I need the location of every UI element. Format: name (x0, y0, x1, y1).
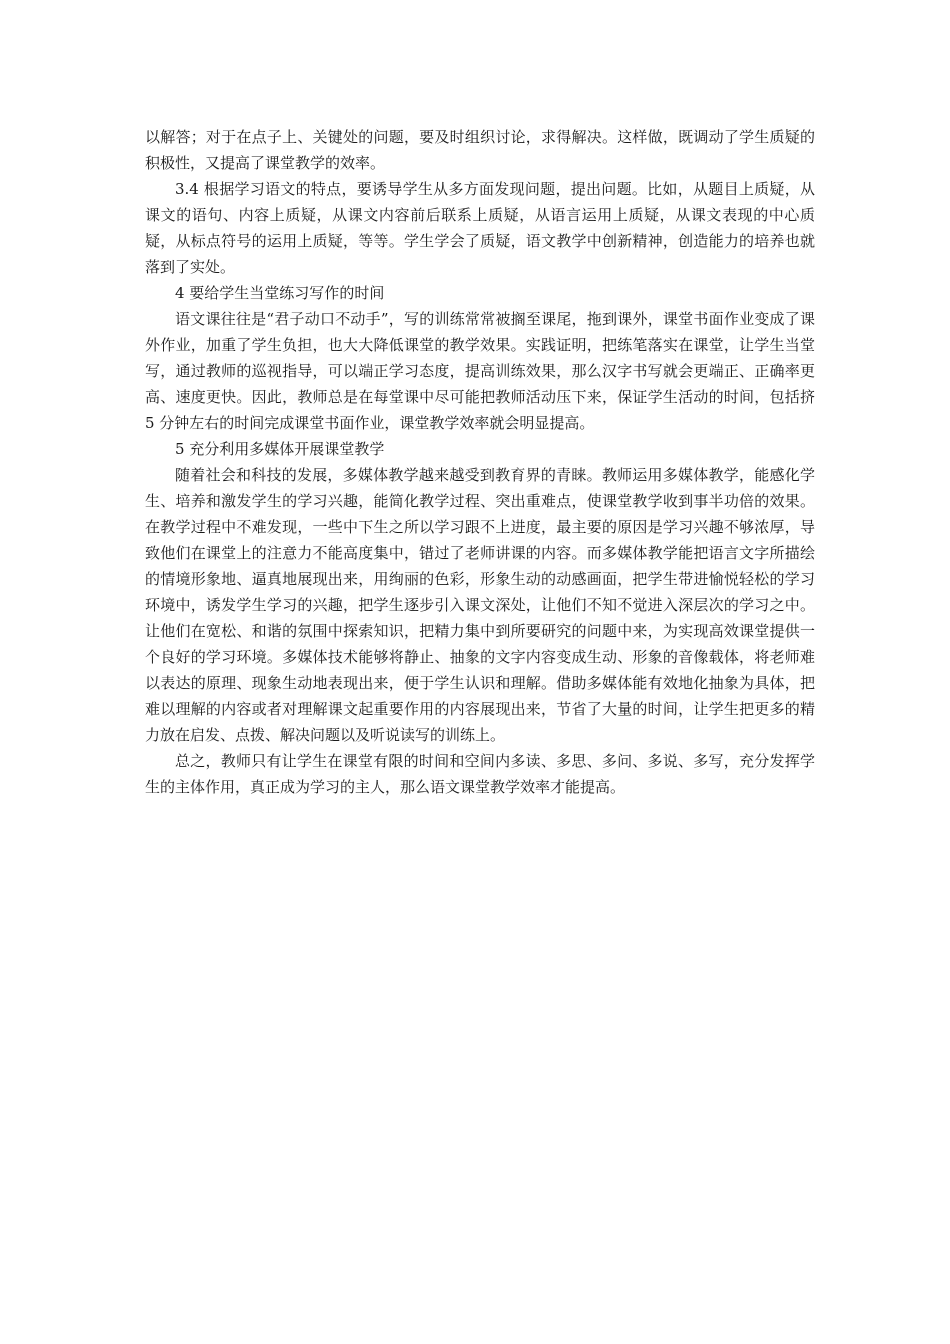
paragraph-continuation: 以解答；对于在点子上、关键处的问题，要及时组织讨论，求得解决。这样做，既调动了学生质疑的积极性，又提高了课堂教学的效率。 (145, 128, 815, 172)
section-heading-4: 4 要给学生当堂练习写作的时间 (175, 284, 385, 302)
section-heading-5: 5 充分利用多媒体开展课堂教学 (175, 440, 385, 458)
paragraph-writing-practice: 语文课往往是“君子动口不动手”，写的训练常常被搁至课尾，拖到课外，课堂书面作业变成了课外作业，加重了学生负担，也大大降低课堂的教学效果。实践证明，把练笔落实在课堂，让学生当堂写，通过教师的巡视指导，可以端正学习态度，提高训练效果，那么汉字书写就会更端正、正确率更高、速度更快。因此，教师总是在每堂课中尽可能把教师活动压下来，保证学生活动的时间，包括挤 5 分钟左右的时间完成课堂书面作业，课堂教学效率就会明显提高。 (145, 310, 815, 432)
paragraph-multimedia: 随着社会和科技的发展，多媒体教学越来越受到教育界的青睐。教师运用多媒体教学，能感化学生、培养和激发学生的学习兴趣，能简化教学过程、突出重难点，使课堂教学收到事半功倍的效果。在教学过程中不难发现，一些中下生之所以学习跟不上进度，最主要的原因是学习兴趣不够浓厚，导致他们在课堂上的注意力不能高度集中，错过了老师讲课的内容。而多媒体教学能把语言文字所描绘的情境形象地、逼真地展现出来，用绚丽的色彩，形象生动的动感画面，把学生带进愉悦轻松的学习环境中，诱发学生学习的兴趣，把学生逐步引入课文深处，让他们不知不觉进入深层次的学习之中。让他们在宽松、和谐的氛围中探索知识，把精力集中到所要研究的问题中来，为实现高效课堂提供一个良好的学习环境。多媒体技术能够将静止、抽象的文字内容变成生动、形象的音像载体，将老师难以表达的原理、现象生动地表现出来，便于学生认识和理解。借助多媒体能有效地化抽象为具体，把难以理解的内容或者对理解课文起重要作用的内容展现出来，节省了大量的时间，让学生把更多的精力放在启发、点拨、解决问题以及听说读写的训练上。 (145, 466, 815, 744)
document-page (145, 124, 815, 800)
paragraph-3-4: 3.4 根据学习语文的特点，要诱导学生从多方面发现问题，提出问题。比如，从题目上质疑，从课文的语句、内容上质疑，从课文内容前后联系上质疑，从语言运用上质疑，从课文表现的中心质疑，从标点符号的运用上质疑，等等。学生学会了质疑，语文教学中创新精神，创造能力的培养也就落到了实处。 (145, 180, 815, 276)
paragraph-conclusion: 总之，教师只有让学生在课堂有限的时间和空间内多读、多思、多问、多说、多写，充分发挥学生的主体作用，真正成为学习的主人，那么语文课堂教学效率才能提高。 (145, 752, 815, 796)
